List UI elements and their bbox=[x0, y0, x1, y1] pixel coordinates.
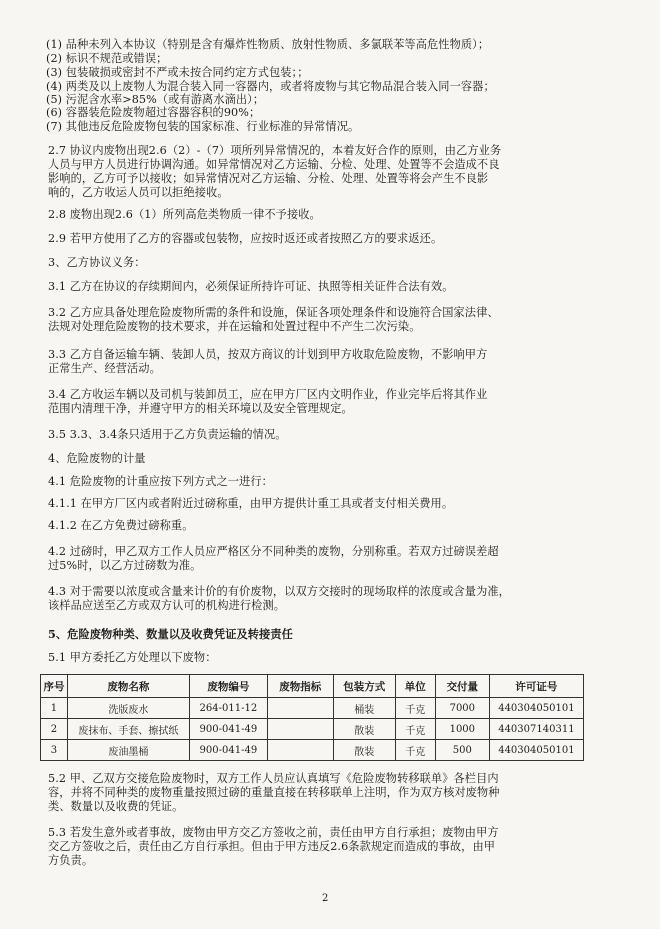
cell-unit: 千克 bbox=[395, 698, 435, 719]
clause-3-3-line-1: 3.3 乙方自备运输车辆、装卸人员，按双方商议的计划到甲方收取危险废物，不影响甲方 bbox=[48, 348, 488, 361]
clause-3-2-line-1: 3.2 乙方应具备处理危险废物所需的条件和设施，保证各项处理条件和设施符合国家法律、 bbox=[48, 306, 499, 319]
cell-quantity: 7000 bbox=[435, 698, 489, 719]
table-row bbox=[41, 740, 584, 761]
cell-waste-indicator bbox=[267, 740, 333, 761]
clause-4-3-line-1: 4.3 对于需要以浓度或含量来计价的有价废物，以双方交接时的现场取样的浓度或含量为准， bbox=[48, 585, 510, 598]
cell-waste-indicator bbox=[267, 719, 333, 740]
cell-license-no: 440304050101 bbox=[489, 698, 583, 719]
clause-4-1-2: 4.1.2 在乙方免费过磅称重。 bbox=[48, 519, 194, 532]
clause-2-6-item-3: (3) 包装破损或密封不严或未按合同约定方式包装；； bbox=[46, 66, 309, 79]
clause-3-3-line-2: 正常生产、经营活动。 bbox=[48, 362, 161, 375]
clause-2-8: 2.8 废物出现2.6（1）所列高危类物质一律不予接收。 bbox=[48, 208, 321, 221]
clause-2-7-line-3: 影响的，乙方可予以接收；如异常情况对乙方运输、分检、处理、处置等将会产生不良影 bbox=[48, 172, 489, 185]
cell-waste-code: 900-041-49 bbox=[189, 719, 267, 740]
cell-waste-indicator bbox=[267, 698, 333, 719]
table-header-row bbox=[41, 675, 584, 698]
clause-2-6-item-5: (5) 污泥含水率>85%（或有游离水滴出）； bbox=[46, 93, 265, 106]
col-header-waste-code: 废物编号 bbox=[189, 675, 267, 698]
clause-2-6-item-7: (7) 其他违反危险废物包装的国家标准、行业标准的异常情况。 bbox=[46, 120, 360, 133]
clause-2-9: 2.9 若甲方使用了乙方的容器或包装物，应按时返还或者按照乙方的要求返还。 bbox=[48, 232, 443, 245]
cell-index: 3 bbox=[41, 740, 68, 761]
clause-4-1-1: 4.1.1 在甲方厂区内或者附近过磅称重，由甲方提供计重工具或者支付相关费用。 bbox=[48, 497, 454, 510]
cell-packaging: 散装 bbox=[333, 719, 395, 740]
clause-3-5: 3.5 3.3、3.4条只适用于乙方负责运输的情况。 bbox=[48, 428, 287, 441]
section-4-heading: 4、危险废物的计量 bbox=[48, 452, 146, 465]
cell-index: 1 bbox=[41, 698, 68, 719]
clause-5-1: 5.1 甲方委托乙方处理以下废物： bbox=[48, 651, 217, 664]
clause-5-2-line-2: 容，并将不同种类的废物重量按照过磅的重量直接在转移联单上注明，作为双方核对废物种 bbox=[48, 786, 500, 799]
clause-2-7-line-1: 2.7 协议内废物出现2.6（2）-（7）项所列异常情况的，本着友好合作的原则，由乙方业务 bbox=[48, 144, 502, 157]
clause-2-6-item-1: (1) 品种未列入本协议（特别是含有爆炸性物质、放射性物质、多氯联苯等高危性物质）； bbox=[46, 38, 490, 51]
page-number: 2 bbox=[322, 893, 329, 904]
clause-5-3-line-3: 方负责。 bbox=[48, 854, 94, 867]
col-header-index: 序号 bbox=[41, 675, 68, 698]
clause-3-4-line-1: 3.4 乙方收运车辆以及司机与装卸员工，应在甲方厂区内文明作业，作业完毕后将其作业 bbox=[48, 388, 488, 401]
col-header-waste-indicator: 废物指标 bbox=[267, 675, 333, 698]
clause-4-2-line-2: 过5%时，以乙方过磅数为准。 bbox=[48, 559, 202, 572]
table-row bbox=[41, 719, 584, 740]
clause-4-3-line-2: 该样品应送至乙方或双方认可的机构进行检测。 bbox=[48, 599, 286, 612]
clause-2-7-line-4: 响的，乙方收运人员可以拒绝接收。 bbox=[48, 186, 229, 199]
clause-3-1: 3.1 乙方在协议的存续期间内，必须保证所持许可证、执照等相关证件合法有效。 bbox=[48, 280, 454, 293]
section-3-heading: 3、乙方协议义务： bbox=[48, 256, 146, 269]
clause-2-6-item-6: (6) 容器装危险废物超过容器容积的90%； bbox=[46, 106, 261, 119]
cell-license-no: 440304050101 bbox=[489, 740, 583, 761]
clause-5-2-line-3: 类、数量以及收费的凭证。 bbox=[48, 800, 184, 813]
table-row bbox=[41, 698, 584, 719]
cell-waste-name: 废油墨桶 bbox=[67, 740, 189, 761]
cell-index: 2 bbox=[41, 719, 68, 740]
cell-quantity: 500 bbox=[435, 740, 489, 761]
cell-packaging: 桶装 bbox=[333, 698, 395, 719]
col-header-packaging: 包装方式 bbox=[333, 675, 395, 698]
clause-3-2-line-2: 法规对处理危险废物的技术要求，并在运输和处置过程中不产生二次污染。 bbox=[48, 320, 421, 333]
cell-waste-code: 264-011-12 bbox=[189, 698, 267, 719]
clause-5-2-line-1: 5.2 甲、乙双方交接危险废物时，双方工作人员应认真填写《危险废物转移联单》各栏目内 bbox=[48, 772, 499, 785]
cell-quantity: 1000 bbox=[435, 719, 489, 740]
section-5-heading: 5、危险废物种类、数量以及收费凭证及转接责任 bbox=[48, 627, 293, 641]
clause-3-4-line-2: 范围内清理干净，并遵守甲方的相关环境以及安全管理规定。 bbox=[48, 402, 353, 415]
clause-2-6-item-2: (2) 标识不规范或错误； bbox=[46, 52, 168, 65]
waste-table bbox=[40, 674, 584, 761]
col-header-waste-name: 废物名称 bbox=[67, 675, 189, 698]
cell-unit: 千克 bbox=[395, 740, 435, 761]
clause-2-6-item-4: (4) 两类及以上废物人为混合装入同一容器内，或者将废物与其它物品混合装入同一容器； bbox=[46, 80, 495, 93]
clause-5-3-line-1: 5.3 若发生意外或者事故，废物由甲方交乙方签收之前，责任由甲方自行承担；废物由甲方 bbox=[48, 826, 499, 839]
col-header-unit: 单位 bbox=[395, 675, 435, 698]
clause-2-7-line-2: 人员与甲方人员进行协调沟通。如异常情况对乙方运输、分检、处理、处置等不会造成不良 bbox=[48, 158, 500, 171]
clause-5-3-line-2: 交乙方签收之后，责任由乙方自行承担。但由于甲方违反2.6条款规定而造成的事故，由甲 bbox=[48, 840, 496, 853]
cell-waste-name: 洗版废水 bbox=[67, 698, 189, 719]
col-header-license-no: 许可证号 bbox=[489, 675, 583, 698]
clause-4-2-line-1: 4.2 过磅时，甲乙双方工作人员应严格区分不同种类的废物，分别称重。若双方过磅误差超 bbox=[48, 545, 499, 558]
col-header-quantity: 交付量 bbox=[435, 675, 489, 698]
cell-waste-name: 废抹布、手套、擦拭纸 bbox=[67, 719, 189, 740]
clause-4-1: 4.1 危险废物的计重应按下列方式之一进行： bbox=[48, 475, 273, 488]
cell-waste-code: 900-041-49 bbox=[189, 740, 267, 761]
cell-unit: 千克 bbox=[395, 719, 435, 740]
cell-license-no: 440307140311 bbox=[489, 719, 583, 740]
cell-packaging: 散装 bbox=[333, 740, 395, 761]
